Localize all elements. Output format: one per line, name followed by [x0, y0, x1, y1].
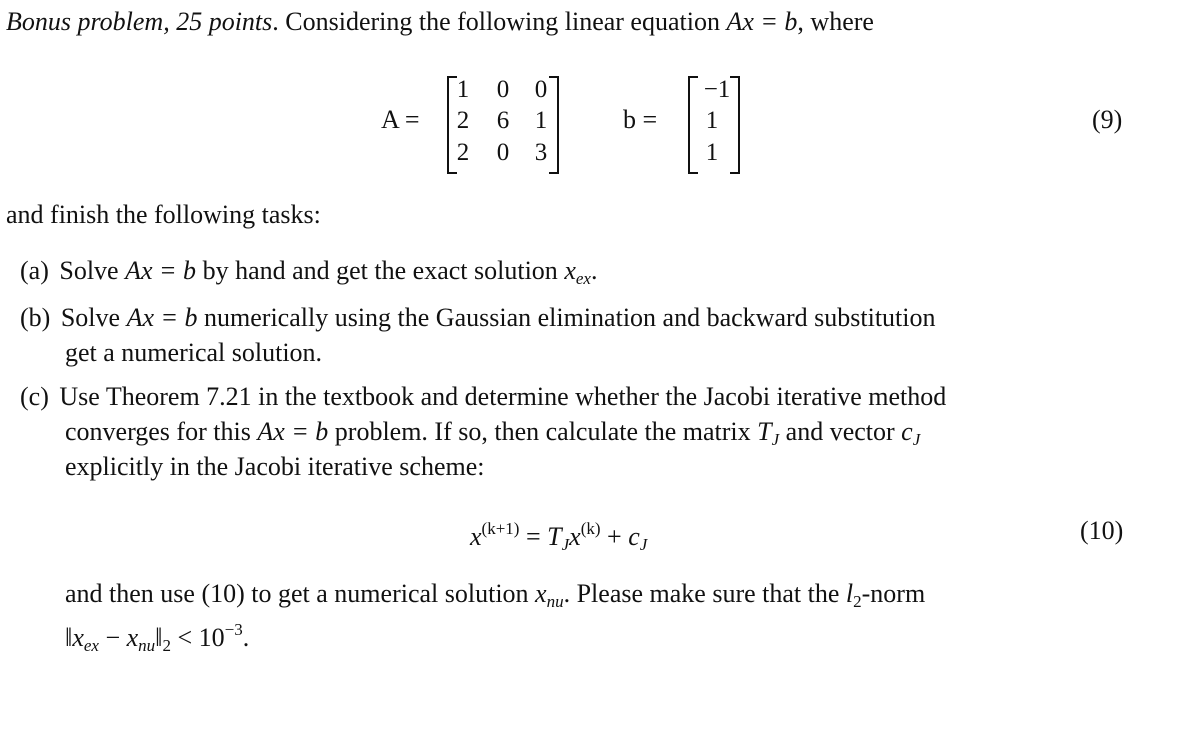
task-a-end: . [590, 256, 598, 285]
vector-b-cell: 1 [705, 107, 719, 134]
task-b [20, 302, 936, 334]
norm-x-ex-sub: ex [83, 636, 99, 655]
eq10-t: T [547, 522, 562, 551]
task-c-line-1: Use Theorem 7.21 in the textbook and determine whether the Jacobi iterative method [59, 382, 947, 411]
vector-b-label: b = [623, 105, 658, 134]
eq10-x-sup: (k) [580, 519, 601, 538]
task-a [20, 255, 597, 295]
norm-less-than: < 10 [170, 623, 225, 652]
l2-var: l [845, 579, 854, 608]
finish-text: and finish the following tasks: [6, 200, 321, 229]
matrix-a-cell: 1 [456, 76, 470, 103]
task-a-marker: (a) [20, 256, 49, 285]
equation-10 [470, 513, 647, 561]
closing-text-3: -norm [861, 579, 926, 608]
matrix-a-cell: 2 [456, 107, 470, 134]
eq10-c: c [628, 522, 640, 551]
closing-line-2 [65, 614, 249, 662]
x-nu-var: x [535, 579, 547, 608]
equation-10-number: (10) [1080, 516, 1124, 545]
matrix-a-cell: 2 [456, 139, 470, 166]
eq10-x: x [569, 522, 581, 551]
matrix-a-cell: 6 [496, 107, 510, 134]
vector-b-cell: 1 [705, 139, 719, 166]
closing-line-1 [65, 578, 925, 618]
task-b-text-2: numerically using the Gaussian elimination and backward substitution [197, 303, 936, 332]
task-c-line-2 [65, 416, 920, 456]
norm-x-ex: x [72, 623, 84, 652]
task-a-text: Solve [59, 256, 126, 285]
eq10-t-sub: J [561, 535, 570, 554]
norm-x-nu: x [126, 623, 139, 652]
bonus-label: Bonus problem, 25 points [6, 7, 273, 36]
t-j-sub: J [771, 430, 780, 449]
l2-sub: 2 [853, 592, 862, 611]
eq10-c-sub: J [639, 535, 648, 554]
task-c-text-3: and vector [779, 417, 902, 446]
header-intro: . Considering the following linear equation [272, 7, 727, 36]
matrix-a-cell: 0 [496, 139, 510, 166]
header-equation: Ax = b [726, 7, 798, 36]
task-c-text-2: problem. If so, then calculate the matrix [328, 417, 758, 446]
task-b-marker: (b) [20, 303, 51, 332]
closing-text: and then use (10) to get a numerical solution [65, 579, 536, 608]
vector-b-left-bracket [688, 76, 698, 174]
norm-exponent: −3 [224, 620, 243, 639]
task-c-line-3: explicitly in the Jacobi iterative scheme: [65, 452, 485, 481]
problem-header [6, 6, 874, 38]
norm-x-nu-sub: nu [138, 636, 156, 655]
matrix-a-cell: 0 [534, 76, 548, 103]
eq10-lhs: x [470, 522, 482, 551]
task-c-marker: (c) [20, 382, 49, 411]
matrix-a-label: A = [381, 105, 420, 134]
norm-close: ‖ [155, 623, 163, 652]
task-b-line-2: get a numerical solution. [65, 338, 323, 367]
matrix-a-cell: 0 [496, 76, 510, 103]
eq10-lhs-sup: (k+1) [481, 519, 520, 538]
task-c [20, 381, 946, 413]
task-b-text: Solve [60, 303, 127, 332]
task-b-equation: Ax = b [126, 303, 198, 332]
equation-9-number: (9) [1092, 105, 1123, 134]
header-tail: , where [797, 7, 874, 36]
norm-open: ‖ [65, 623, 73, 652]
x-nu-sub: nu [546, 592, 564, 611]
eq10-plus: + [600, 522, 629, 551]
matrix-a-cell: 3 [534, 139, 548, 166]
x-ex-var: x [564, 256, 576, 285]
x-ex-sub: ex [575, 269, 591, 288]
task-c-equation: Ax = b [257, 417, 329, 446]
eq10-equals: = [519, 522, 548, 551]
task-a-equation: Ax = b [125, 256, 197, 285]
vector-b-cell: −1 [703, 76, 731, 103]
c-j-var: c [901, 417, 913, 446]
closing-text-2: . Please make sure that the [563, 579, 846, 608]
norm-2-sub: 2 [162, 636, 171, 655]
t-j-var: T [757, 417, 772, 446]
c-j-sub: J [912, 430, 921, 449]
closing-end: . [242, 623, 250, 652]
task-c-text: converges for this [65, 417, 258, 446]
norm-minus: − [98, 623, 127, 652]
matrix-a-cell: 1 [534, 107, 548, 134]
task-a-text-2: by hand and get the exact solution [196, 256, 565, 285]
